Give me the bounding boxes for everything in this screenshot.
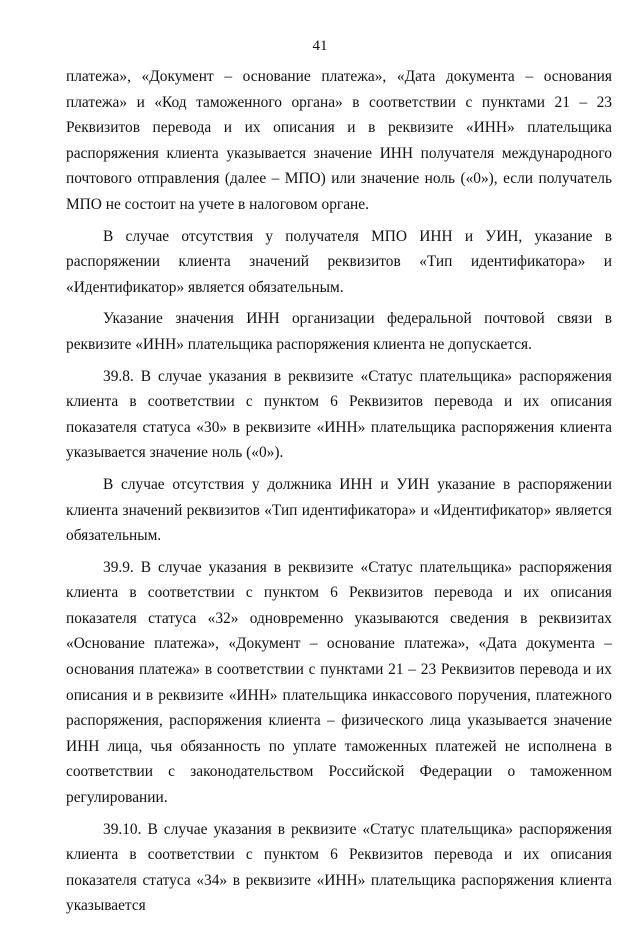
- paragraph-debtor-absent-inn: В случае отсутствия у должника ИНН и УИН указание в распоряжении клиента значений реквизитов «Тип идентификатора» и «Идентификатор» является обязательным.: [66, 475, 612, 545]
- paragraph-postal-inn-prohibited: Указание значения ИНН организации федеральной почтовой связи в реквизите «ИНН» плательщика распоряжения клиента не допускается.: [66, 310, 612, 353]
- paragraph-39-9: 39.9. В случае указания в реквизите «Статус плательщика» распоряжения клиента в соответствии с пунктом 6 Реквизитов перевода и их описания показателя статуса «32» одновременно указываются сведения в реквизитах «Основание платежа», «Документ – основание платежа», «Дата документа – основания платежа» в соответствии с пунктами 21 – 23 Реквизитов перевода и их описания и в реквизите «ИНН» плательщика инкассового поручения, платежного распоряжения, распоряжения клиента – физического лица указывается значение ИНН лица, чья обязанность по уплате таможенных платежей не исполнена в соответствии с законодательством Российской Федерации о таможенном регулировании.: [66, 558, 612, 807]
- page-number: 41: [312, 38, 328, 54]
- paragraph-continuation: платежа», «Документ – основание платежа», «Дата документа – основания платежа» и «Код таможенного органа» в соответствии с пунктами 21 – 23 Реквизитов перевода и их описания и в реквизите «ИНН» плательщика распоряжения клиента указывается значение ИНН получателя международного почтового отправления (далее – МПО) или значение ноль («0»), если получатель МПО не состоит на учете в налоговом органе.: [66, 68, 612, 213]
- paragraph-39-8: 39.8. В случае указания в реквизите «Статус плательщика» распоряжения клиента в соответствии с пунктом 6 Реквизитов перевода и их описания показателя статуса «30» в реквизите «ИНН» плательщика распоряжения клиента указывается значение ноль («0»).: [66, 367, 612, 462]
- paragraph-mpo-absent-inn: В случае отсутствия у получателя МПО ИНН и УИН, указание в распоряжении клиента значений реквизитов «Тип идентификатора» и «Идентификатор» является обязательным.: [66, 227, 612, 296]
- paragraph-39-10: 39.10. В случае указания в реквизите «Статус плательщика» распоряжения клиента в соответствии с пунктом 6 Реквизитов перевода и их описания показателя статуса «34» в реквизите «ИНН» плательщика распоряжения клиента указывается: [66, 820, 612, 915]
- document-body: [66, 64, 612, 925]
